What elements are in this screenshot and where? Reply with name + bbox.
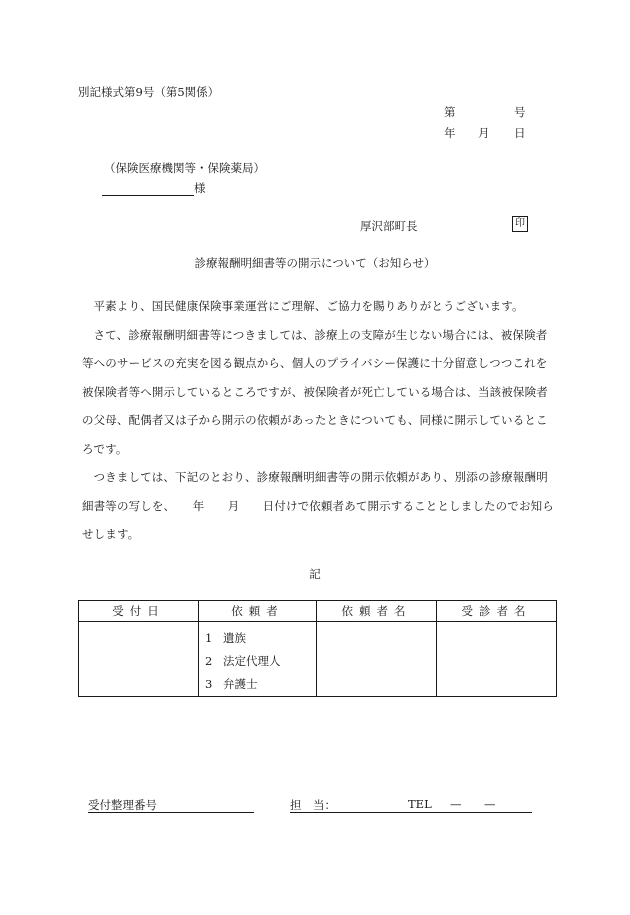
contact-field[interactable] <box>290 797 532 813</box>
table-row <box>79 622 557 697</box>
reception-date-cell[interactable] <box>79 622 199 697</box>
date-year-label: 年 <box>444 126 456 140</box>
reception-number-label: 受付整理番号 <box>88 798 157 812</box>
reception-number-field[interactable] <box>88 797 254 813</box>
date-day-label: 日 <box>514 126 526 140</box>
seal-stamp: 印 <box>512 216 528 232</box>
table-header-row <box>79 601 557 622</box>
patient-name-cell[interactable] <box>437 622 557 697</box>
body-paragraph-1: 平素より、国民健康保険事業運営にご理解、ご協力を賜りありがとうございます。 <box>93 299 524 313</box>
header-reception-date: 受付日 <box>79 601 199 622</box>
ki-heading: 記 <box>309 567 321 581</box>
body-paragraph-2: さて、診療報酬明細書等につきましては、診療上の支障が生じない場合には、被保険者等へのサービスの充実を図る観点から、個人のプライバシー保護に十分留意しつつこれを被保険者等へ開示しているところですが、被保険者が死亡している場合は、当該被保険者の父母、配偶者又は子から開示の依頼があったときについても、同様に開示しているところです。 <box>82 327 548 456</box>
list-item[interactable]: 2 法定代理人 <box>205 654 281 668</box>
number-suffix: 号 <box>514 105 526 119</box>
header-requester-name: 依頼者名 <box>317 601 437 622</box>
body-text <box>82 292 556 549</box>
tel-label: TEL <box>408 797 432 811</box>
requester-name-cell[interactable] <box>317 622 437 697</box>
addressee-institution: （保険医療機関等・保険薬局） <box>104 161 265 175</box>
addressee-honorific: 様 <box>194 181 206 195</box>
person-in-charge-label: 担 当： <box>290 798 336 812</box>
form-number: 別記様式第9号（第5関係） <box>78 85 220 99</box>
request-table <box>78 600 557 697</box>
body-paragraph-3: つきましては、下記のとおり、診療報酬明細書等の開示依頼があり、別添の診療報酬明細書等の写しを、 年 月 日付けで依頼者あて開示することとしましたのでお知らせします。 <box>82 470 554 541</box>
list-item[interactable]: 1 遺族 <box>205 631 246 645</box>
addressee-line <box>102 180 206 196</box>
document-title: 診療報酬明細書等の開示について（お知らせ） <box>194 256 436 270</box>
header-patient-name: 受診者名 <box>437 601 557 622</box>
header-requester: 依頼者 <box>199 601 317 622</box>
requester-type-cell <box>199 622 317 697</box>
date-month-label: 月 <box>478 126 490 140</box>
number-prefix: 第 <box>444 105 456 119</box>
tel-dash-2: — <box>484 797 496 811</box>
tel-dash-1: — <box>450 797 462 811</box>
sender-official: 厚沢部町長 <box>360 219 418 233</box>
requester-type-list <box>199 622 316 696</box>
list-item[interactable]: 3 弁護士 <box>205 677 258 691</box>
addressee-blank-field[interactable] <box>102 182 194 196</box>
